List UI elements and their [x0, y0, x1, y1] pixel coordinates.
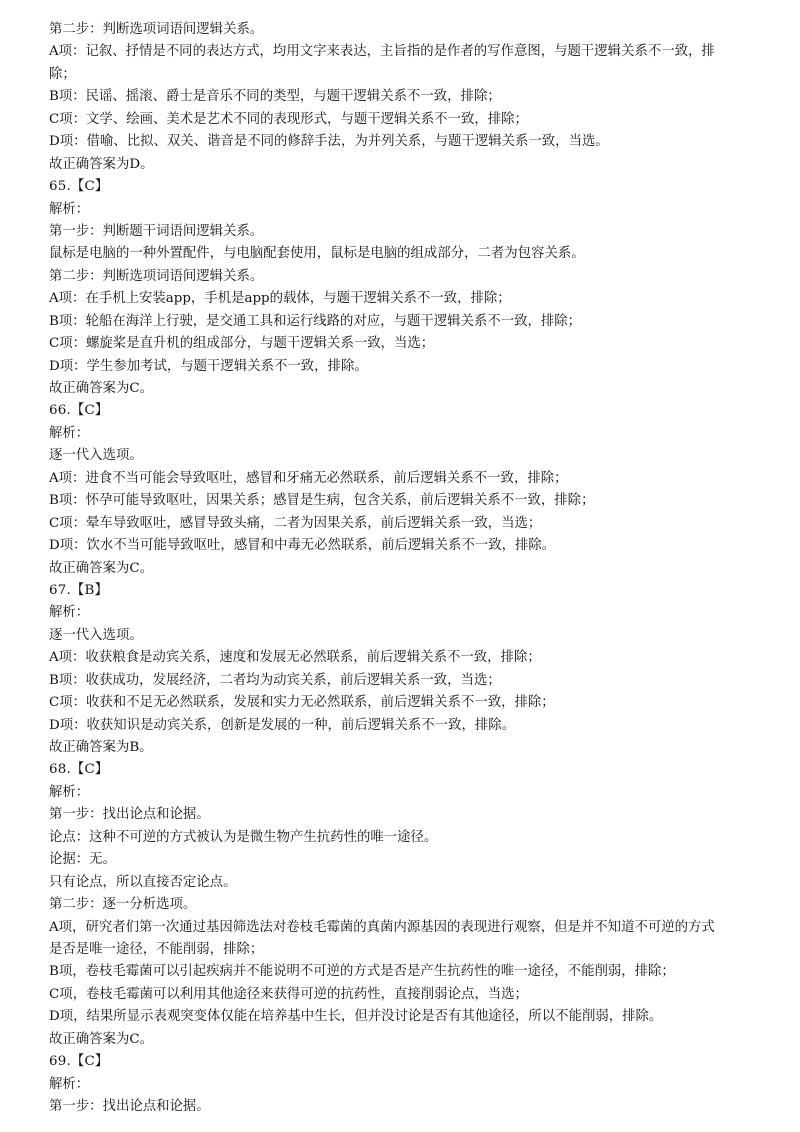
text-line: D项：收获知识是动宾关系，创新是发展的一种，前后逻辑关系不一致，排除。 — [49, 717, 516, 733]
answer-line: 故正确答案为C。 — [49, 381, 153, 396]
text-line: B项，卷枝毛霉菌可以引起疾病并不能说明不可逆的方式是否是产生抗药性的唯一途径，不能削弱，排除； — [49, 964, 675, 980]
text-line: 第二步：判断选项词语间逻辑关系。 — [49, 268, 264, 284]
text-line: C项，卷枝毛霉菌可以利用其他途径来获得可逆的抗药性，直接削弱论点，当选； — [49, 986, 528, 1002]
question-number: 67.【B】 — [49, 582, 109, 598]
text-line: A项：记叙、抒情是不同的表达方式，均用文字来表达，主旨指的是作者的写作意图，与题干逻辑关系不一致，排 — [49, 44, 715, 60]
analysis-heading: 解析： — [49, 201, 90, 217]
question-number: 68.【C】 — [49, 762, 109, 778]
text-line: A项，研究者们第一次通过基因筛选法对卷枝毛霉菌的真菌内源基因的表现进行观察，但是并不知道不可逆的方式 — [49, 919, 715, 935]
text-line: A项：进食不当可能会导致呕吐，感冒和牙痛无必然联系，前后逻辑关系不一致，排除； — [49, 470, 568, 486]
text-line: 是否是唯一途径，不能削弱，排除； — [49, 941, 264, 957]
text-line: 第二步：判断选项词语间逻辑关系。 — [49, 22, 264, 37]
text-line: C项：晕车导致呕吐，感冒导致头痛，二者为因果关系，前后逻辑关系一致，当选； — [49, 515, 542, 531]
text-line: C项：文学、绘画、美术是艺术不同的表现形式，与题干逻辑关系不一致，排除； — [49, 111, 528, 127]
answer-line: 故正确答案为B。 — [49, 740, 153, 755]
text-line: C项：螺旋桨是直升机的组成部分，与题干逻辑关系一致，当选； — [49, 336, 435, 352]
analysis-heading: 解析： — [49, 605, 90, 621]
text-line: 逐一代入选项。 — [49, 448, 143, 464]
question-number: 69.【C】 — [49, 1054, 109, 1070]
text-line: 第一步：判断题干词语间逻辑关系。 — [49, 223, 264, 239]
text-line: 只有论点，所以直接否定论点。 — [49, 874, 237, 890]
text-line: 论据：无。 — [49, 852, 116, 868]
text-line: 逐一代入选项。 — [49, 627, 143, 643]
text-line: 第一步：找出论点和论据。 — [49, 807, 210, 823]
answer-line: 故正确答案为C。 — [49, 560, 153, 576]
text-line: B项：民谣、摇滚、爵士是音乐不同的类型，与题干逻辑关系不一致，排除； — [49, 89, 501, 105]
answer-line: 故正确答案为C。 — [49, 1031, 153, 1047]
text-line: A项：收获粮食是动宾关系，速度和发展无必然联系，前后逻辑关系不一致，排除； — [49, 650, 541, 666]
text-line: 除； — [49, 66, 76, 82]
text-line: B项：轮船在海洋上行驶，是交通工具和运行线路的对应，与题干逻辑关系不一致，排除； — [49, 313, 582, 329]
text-line: D项：借喻、比拟、双关、谐音是不同的修辞手法，为并列关系，与题干逻辑关系一致，当选。 — [49, 134, 609, 150]
text-line: D项，结果所显示表观突变体仅能在培养基中生长，但并没讨论是否有其他途径，所以不能削弱，排除。 — [49, 1009, 663, 1025]
text-line: 鼠标是电脑的一种外置配件，与电脑配套使用，鼠标是电脑的组成部分，二者为包容关系。 — [49, 246, 585, 262]
text-line: 第二步：逐一分析选项。 — [49, 897, 197, 913]
analysis-heading: 解析： — [49, 784, 90, 800]
analysis-heading: 解析： — [49, 1076, 90, 1092]
document-page — [49, 19, 765, 1118]
text-line: 第一步：找出论点和论据。 — [49, 1099, 210, 1114]
analysis-heading: 解析： — [49, 425, 90, 441]
text-line: D项：饮水不当可能导致呕吐，感冒和中毒无必然联系，前后逻辑关系不一致，排除。 — [49, 538, 556, 554]
text-line: C项：收获和不足无必然联系，发展和实力无必然联系，前后逻辑关系不一致，排除； — [49, 695, 555, 711]
text-line: B项：收获成功，发展经济，二者均为动宾关系，前后逻辑关系一致，当选； — [49, 672, 501, 688]
question-number: 66.【C】 — [49, 403, 109, 419]
text-line: 论点：这种不可逆的方式被认为是微生物产生抗药性的唯一途径。 — [49, 829, 438, 845]
text-line: B项：怀孕可能导致呕吐，因果关系；感冒是生病，包含关系，前后逻辑关系不一致，排除； — [49, 493, 595, 509]
text-line: A项：在手机上安装app，手机是app的载体，与题干逻辑关系不一致，排除； — [49, 291, 511, 307]
text-line: D项：学生参加考试，与题干逻辑关系不一致，排除。 — [49, 358, 368, 374]
answer-line: 故正确答案为D。 — [49, 156, 154, 172]
question-number: 65.【C】 — [49, 179, 109, 195]
